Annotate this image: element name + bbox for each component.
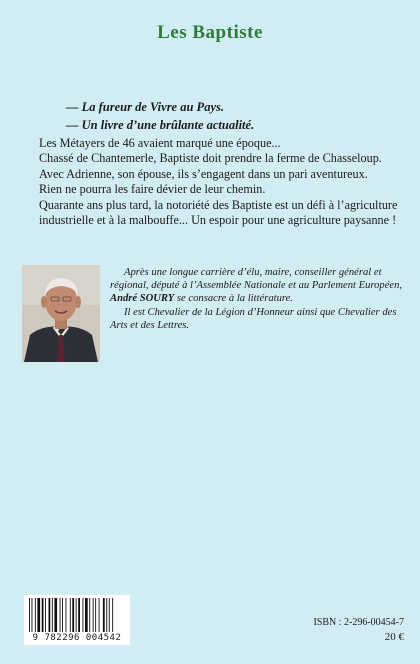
- barcode-number: 9 782296 004542: [32, 633, 122, 643]
- taglines: [66, 98, 406, 134]
- author-bio: [110, 266, 406, 332]
- book-title: Les Baptiste: [157, 22, 263, 43]
- bio-paragraph-2: Il est Chevalier de la Légion d’Honneur ainsi que Chevalier des Arts et des Lettres.: [110, 306, 397, 331]
- author-photo: [22, 265, 100, 362]
- bio-text-start: Après une longue carrière d’élu, maire, conseiller général et régional, député à l’Assemblée Nationale et au Parlement Européen,: [110, 267, 403, 292]
- blurb-line-3: Avec Adrienne, son épouse, ils s’engagent dans un pari aventureux.: [39, 166, 368, 181]
- tagline-2: — Un livre d’une brûlante actualité.: [66, 118, 255, 132]
- blurb: [39, 136, 399, 228]
- bio-paragraph-1: [110, 266, 406, 306]
- bio-text-end: se consacre à la littérature.: [174, 293, 293, 305]
- author-portrait-icon: [22, 265, 100, 362]
- barcode: [24, 595, 130, 645]
- price: 20 €: [384, 631, 404, 643]
- blurb-line-1: Les Métayers de 46 avaient marqué une époque...: [39, 136, 281, 150]
- blurb-line-4: Rien ne pourra les faire dévier de leur chemin.: [39, 182, 266, 197]
- blurb-line-2: Chassé de Chantemerle, Baptiste doit prendre la ferme de Chasseloup.: [39, 151, 382, 166]
- author-name: André SOURY: [110, 293, 175, 305]
- barcode-icon: [29, 598, 125, 632]
- tagline-1: — La fureur de Vivre au Pays.: [66, 100, 224, 114]
- isbn: ISBN : 2-296-00454-7: [313, 617, 404, 628]
- blurb-line-5: Quarante ans plus tard, la notoriété des Baptiste est un défi à l’agriculture industrielle et à la malbouffe... Un espoir pour une agriculture paysanne !: [39, 197, 398, 228]
